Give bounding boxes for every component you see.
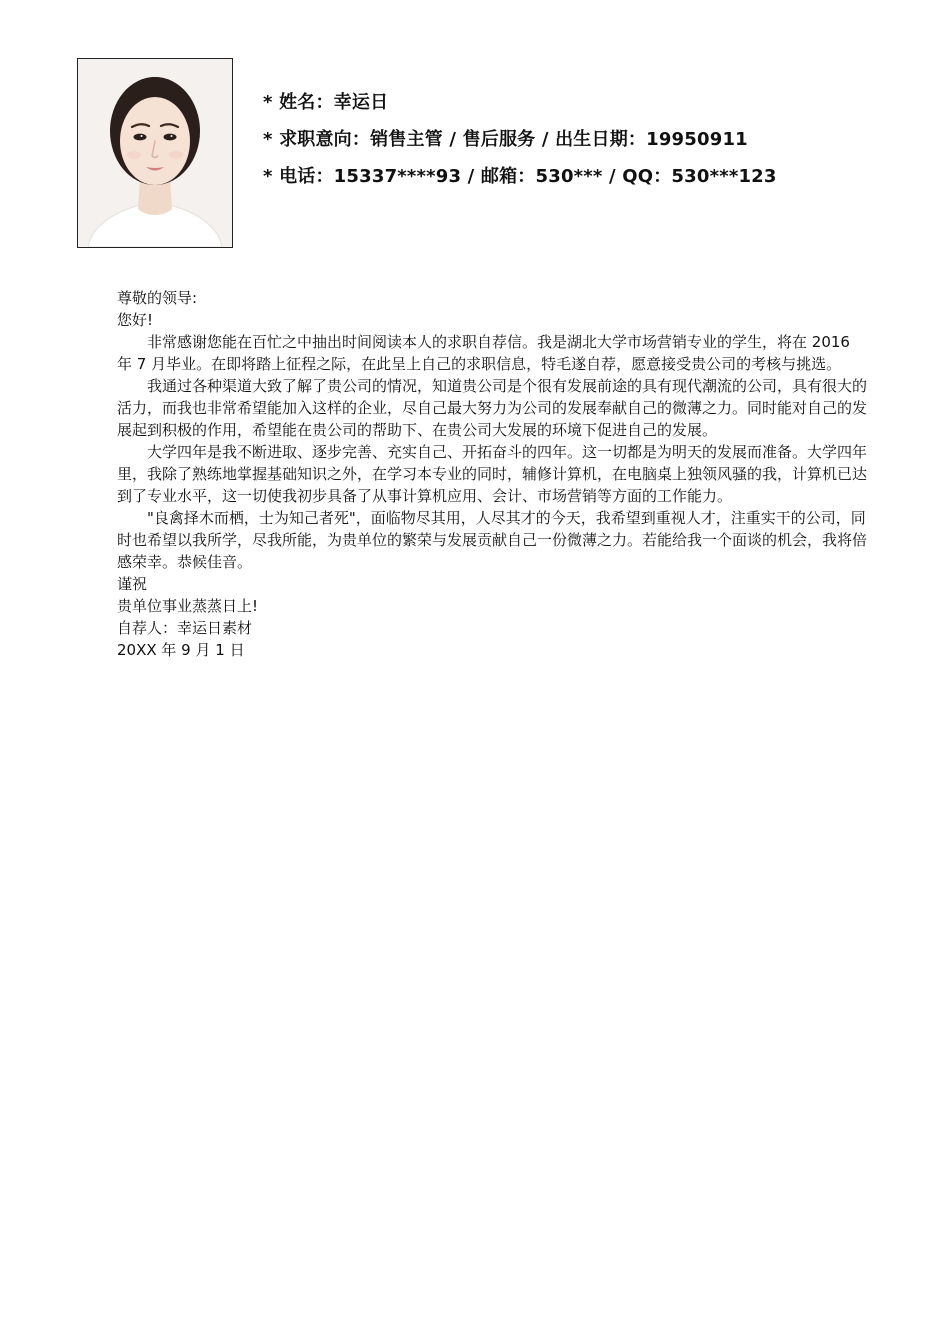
job-intent-line: * 求职意向：销售主管 / 售后服务 / 出生日期：19950911 xyxy=(263,129,748,150)
signature: 自荐人：幸运日素材 xyxy=(117,619,253,637)
name-line: * 姓名：幸运日 xyxy=(263,92,389,113)
letter-paragraph-3: 大学四年是我不断进取、逐步完善、充实自己、开拓奋斗的四年。这一切都是为明天的发展而准备。大学四年里，我除了熟练地掌握基础知识之外，在学习本专业的同时，辅修计算机，在电脑桌上独领风骚的我，计算机已达到了专业水平，这一切使我初步具备了从事计算机应用、会计、市场营销等方面的工作能力。 xyxy=(117,443,868,505)
contact-line: * 电话：15337****93 / 邮箱：530*** / QQ：530***123 xyxy=(263,166,777,187)
letter-date: 20XX 年 9 月 1 日 xyxy=(117,641,245,659)
closing-wish: 谨祝 xyxy=(117,575,148,593)
cover-letter xyxy=(117,287,869,661)
portrait-illustration xyxy=(78,59,232,247)
closing-blessing: 贵单位事业蒸蒸日上! xyxy=(117,597,259,615)
salutation: 尊敬的领导: xyxy=(117,289,198,307)
portrait-photo xyxy=(77,58,233,248)
greeting: 您好! xyxy=(117,311,154,329)
letter-paragraph-2: 我通过各种渠道大致了解了贵公司的情况，知道贵公司是个很有发展前途的具有现代潮流的公司，具有很大的活力，而我也非常希望能加入这样的企业，尽自己最大努力为公司的发展奉献自己的微薄之力。同时能对自己的发展起到积极的作用，希望能在贵公司的帮助下、在贵公司大发展的环境下促进自己的发展。 xyxy=(117,377,868,439)
letter-paragraph-1: 非常感谢您能在百忙之中抽出时间阅读本人的求职自荐信。我是湖北大学市场营销专业的学生，将在 2016 年 7 月毕业。在即将踏上征程之际，在此呈上自己的求职信息，特毛遂自荐，愿意接受贵公司的考核与挑选。 xyxy=(117,333,850,373)
letter-paragraph-4: "良禽择木而栖，士为知己者死"，面临物尽其用，人尽其才的今天，我希望到重视人才，注重实干的公司，同时也希望以我所学，尽我所能，为贵单位的繁荣与发展贡献自己一份微薄之力。若能给我一个面谈的机会，我将倍感荣幸。恭候佳音。 xyxy=(117,509,868,571)
header-info xyxy=(263,84,903,195)
